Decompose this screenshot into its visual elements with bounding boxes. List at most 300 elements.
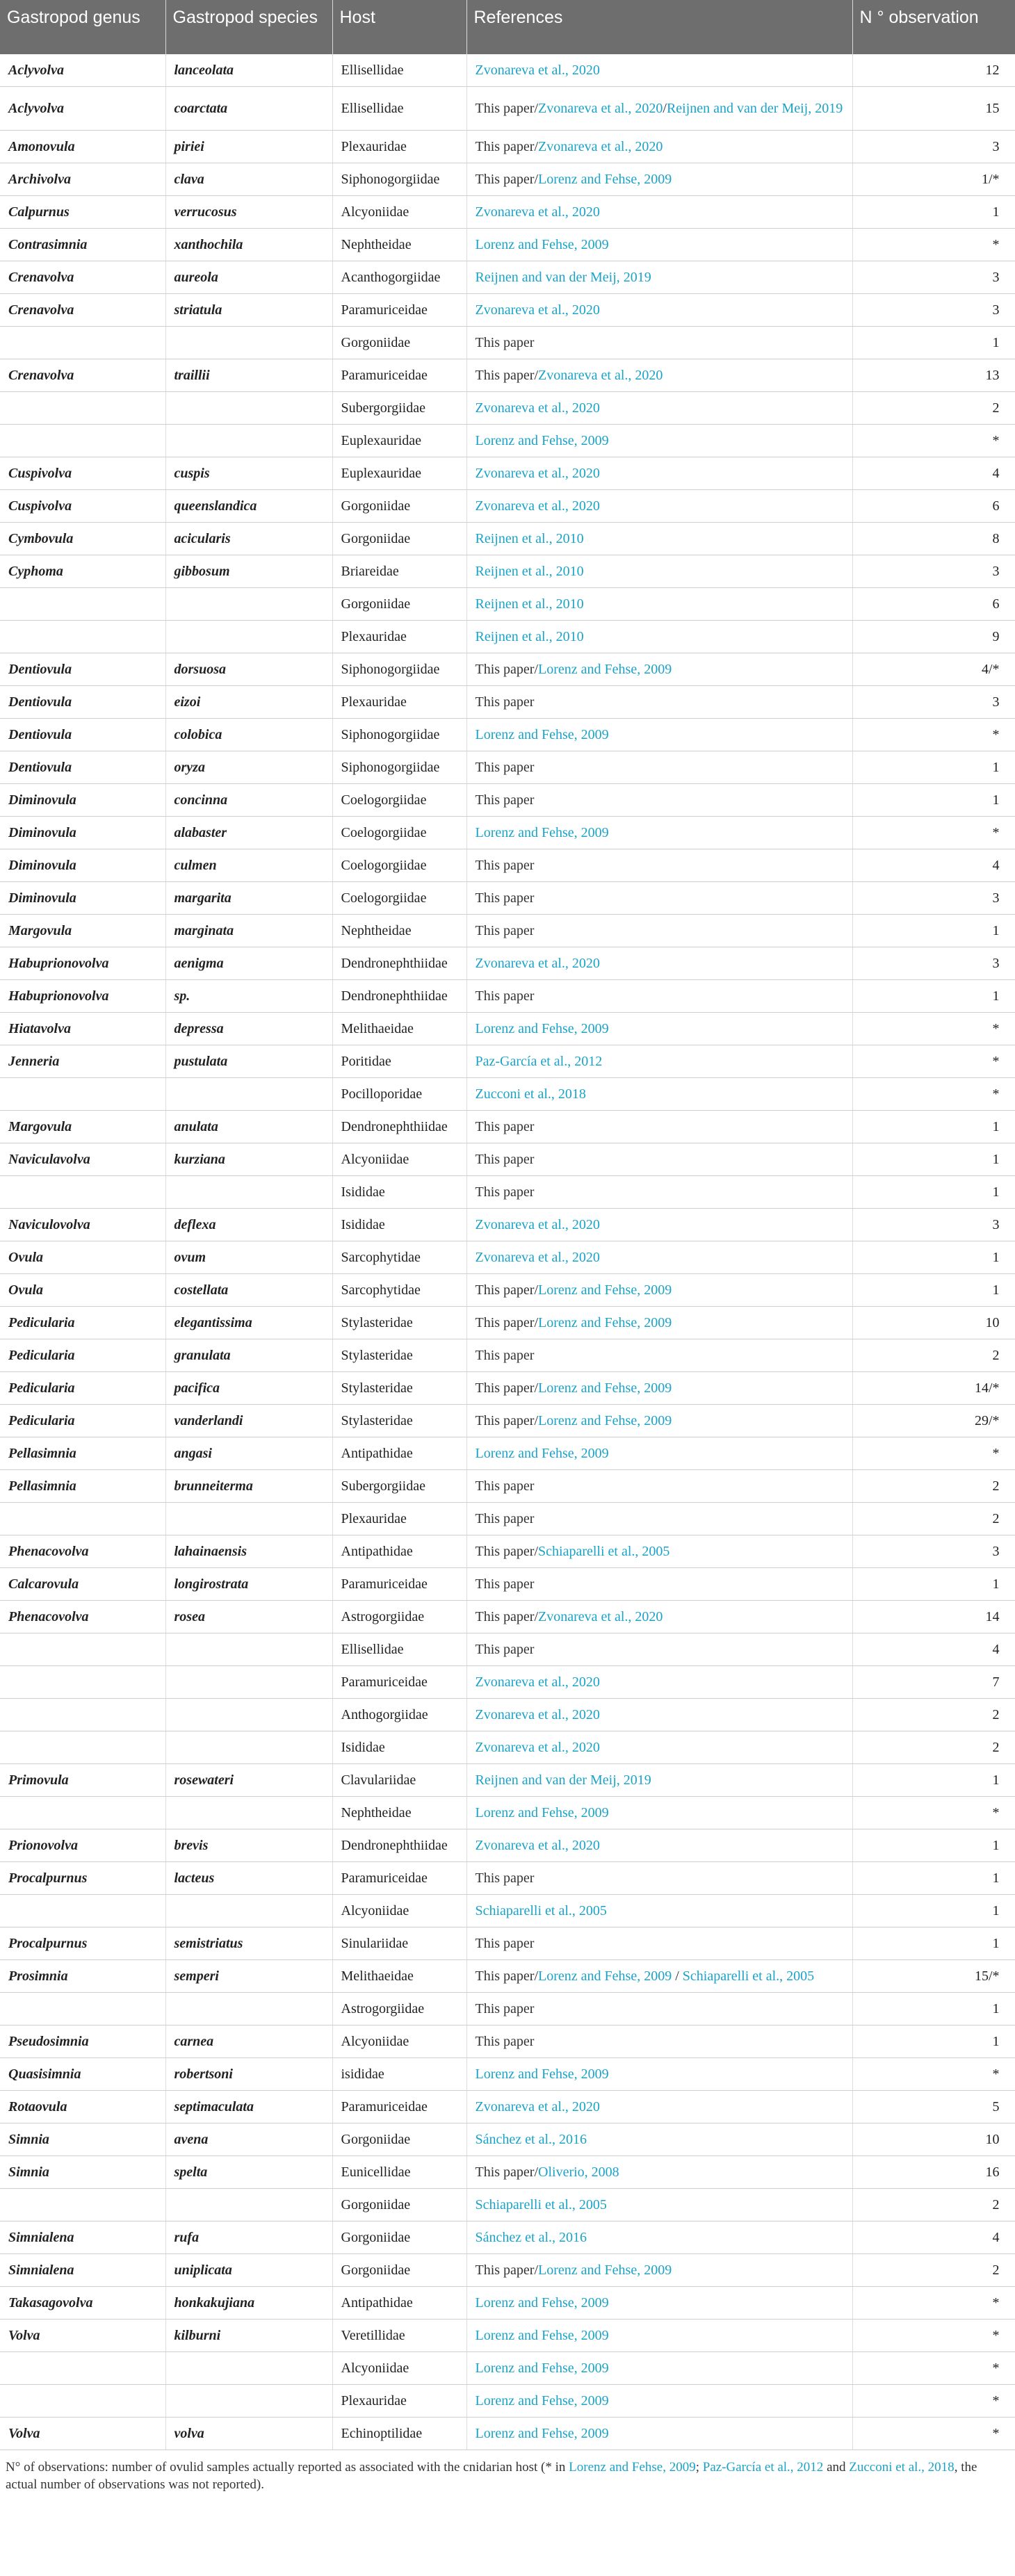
genus-cell xyxy=(0,621,165,653)
n-observation-cell: 15 xyxy=(852,87,1015,131)
species-cell xyxy=(165,1993,332,2025)
table-row xyxy=(0,2123,1015,2156)
species-cell xyxy=(165,588,332,621)
genus-cell: Volva xyxy=(0,2418,165,2450)
table-row xyxy=(0,1993,1015,2025)
n-observation-cell: * xyxy=(852,1078,1015,1111)
reference-link[interactable]: Lorenz and Fehse, 2009 xyxy=(538,1380,672,1396)
species-cell xyxy=(165,425,332,457)
species-cell: eizoi xyxy=(165,686,332,719)
references-cell xyxy=(466,2254,852,2287)
table-row xyxy=(0,1927,1015,1960)
host-cell: Dendronephthiidae xyxy=(332,1829,466,1862)
host-cell: Plexauridae xyxy=(332,1503,466,1535)
table-row xyxy=(0,751,1015,784)
n-observation-cell: * xyxy=(852,719,1015,751)
genus-cell: Cymbovula xyxy=(0,523,165,555)
reference-link[interactable]: Sánchez et al., 2016 xyxy=(475,2132,587,2147)
species-cell xyxy=(165,1731,332,1764)
species-cell: brevis xyxy=(165,1829,332,1862)
table-row xyxy=(0,2156,1015,2189)
reference-link[interactable]: Zvonareva et al., 2020 xyxy=(475,400,600,416)
references-cell xyxy=(466,425,852,457)
table-row xyxy=(0,1633,1015,1666)
references-cell xyxy=(466,882,852,915)
n-observation-cell: 2 xyxy=(852,1731,1015,1764)
species-cell: vanderlandi xyxy=(165,1405,332,1437)
table-row xyxy=(0,1797,1015,1829)
table-row xyxy=(0,915,1015,947)
host-cell: Alcyoniidae xyxy=(332,2352,466,2385)
references-cell xyxy=(466,392,852,425)
species-cell: concinna xyxy=(165,784,332,817)
host-cell: Nephtheidae xyxy=(332,1797,466,1829)
species-cell: granulata xyxy=(165,1339,332,1372)
reference-link[interactable]: Zvonareva et al., 2020 xyxy=(475,204,600,220)
table-row xyxy=(0,392,1015,425)
genus-cell: Aclyvolva xyxy=(0,54,165,87)
reference-link[interactable]: Zvonareva et al., 2020 xyxy=(475,1674,600,1690)
genus-cell: Calcarovula xyxy=(0,1568,165,1601)
host-cell: Eunicellidae xyxy=(332,2156,466,2189)
reference-link[interactable]: Zvonareva et al., 2020 xyxy=(538,368,663,383)
reference-link[interactable]: Lorenz and Fehse, 2009 xyxy=(475,2295,609,2310)
reference-link[interactable]: Zvonareva et al., 2020 xyxy=(475,302,600,318)
n-observation-cell: 2 xyxy=(852,2189,1015,2222)
table-row xyxy=(0,490,1015,523)
references-cell xyxy=(466,1013,852,1045)
reference-link[interactable]: Zvonareva et al., 2020 xyxy=(475,1707,600,1722)
genus-cell: Simnialena xyxy=(0,2254,165,2287)
reference-link[interactable]: Zvonareva et al., 2020 xyxy=(475,63,600,78)
species-cell: pacifica xyxy=(165,1372,332,1405)
footnote-reference-link[interactable]: Lorenz and Fehse, 2009 xyxy=(569,2460,696,2475)
species-cell: honkakujiana xyxy=(165,2287,332,2320)
references-cell xyxy=(466,1503,852,1535)
n-observation-cell: 2 xyxy=(852,1699,1015,1731)
reference-link[interactable]: Zvonareva et al., 2020 xyxy=(475,956,600,971)
references-cell xyxy=(466,588,852,621)
reference-link[interactable]: Zvonareva et al., 2020 xyxy=(475,1250,600,1265)
n-observation-cell: 1 xyxy=(852,1927,1015,1960)
genus-cell: Crenavolva xyxy=(0,294,165,327)
reference-link[interactable]: Lorenz and Fehse, 2009 xyxy=(538,1413,672,1428)
reference-link[interactable]: Lorenz and Fehse, 2009 xyxy=(475,1021,609,1036)
n-observation-cell: 5 xyxy=(852,2091,1015,2123)
reference-link[interactable]: Lorenz and Fehse, 2009 xyxy=(538,2263,672,2278)
references-cell xyxy=(466,1209,852,1241)
host-cell: Anthogorgiidae xyxy=(332,1699,466,1731)
species-cell: ovum xyxy=(165,1241,332,1274)
reference-link[interactable]: Lorenz and Fehse, 2009 xyxy=(538,662,672,677)
references-cell xyxy=(466,2352,852,2385)
reference-text: This paper/ xyxy=(475,1544,539,1559)
table-row xyxy=(0,54,1015,87)
references-cell xyxy=(466,359,852,392)
genus-cell xyxy=(0,1699,165,1731)
genus-cell: Takasagovolva xyxy=(0,2287,165,2320)
footnote-reference-link[interactable]: Zucconi et al., 2018 xyxy=(849,2460,955,2475)
reference-link[interactable]: Reijnen and van der Meij, 2019 xyxy=(666,101,843,116)
genus-cell: Pedicularia xyxy=(0,1405,165,1437)
species-cell: lanceolata xyxy=(165,54,332,87)
n-observation-cell: 1 xyxy=(852,196,1015,229)
reference-link[interactable]: Zvonareva et al., 2020 xyxy=(475,1740,600,1755)
reference-link[interactable]: Zvonareva et al., 2020 xyxy=(538,1609,663,1624)
host-cell: Euplexauridae xyxy=(332,457,466,490)
genus-cell xyxy=(0,1503,165,1535)
references-cell xyxy=(466,229,852,261)
references-cell xyxy=(466,555,852,588)
species-cell: semistriatus xyxy=(165,1927,332,1960)
references-cell xyxy=(466,817,852,849)
species-cell: angasi xyxy=(165,1437,332,1470)
species-cell xyxy=(165,1699,332,1731)
host-cell: Gorgoniidae xyxy=(332,2189,466,2222)
table-row xyxy=(0,1078,1015,1111)
genus-cell: Margovula xyxy=(0,915,165,947)
references-cell xyxy=(466,1895,852,1927)
reference-text: This paper xyxy=(475,2034,535,2049)
table-footnote xyxy=(0,2450,1015,2493)
species-cell: deflexa xyxy=(165,1209,332,1241)
references-cell xyxy=(466,1862,852,1895)
reference-link[interactable]: Lorenz and Fehse, 2009 xyxy=(538,1968,672,1984)
host-cell: Poritidae xyxy=(332,1045,466,1078)
reference-link[interactable]: Lorenz and Fehse, 2009 xyxy=(475,2426,609,2441)
species-cell: robertsoni xyxy=(165,2058,332,2091)
species-cell: alabaster xyxy=(165,817,332,849)
reference-link[interactable]: Lorenz and Fehse, 2009 xyxy=(475,2328,609,2343)
table-row xyxy=(0,588,1015,621)
reference-text: This paper/ xyxy=(475,139,539,154)
header-row xyxy=(0,0,1015,54)
references-cell xyxy=(466,1111,852,1143)
table-row xyxy=(0,1045,1015,1078)
n-observation-cell: 2 xyxy=(852,1470,1015,1503)
n-observation-cell: * xyxy=(852,817,1015,849)
species-cell: marginata xyxy=(165,915,332,947)
species-cell: rufa xyxy=(165,2222,332,2254)
references-cell xyxy=(466,1372,852,1405)
n-observation-cell: 1 xyxy=(852,751,1015,784)
reference-text: This paper/ xyxy=(475,1609,539,1624)
references-cell xyxy=(466,1405,852,1437)
reference-link[interactable]: Zvonareva et al., 2020 xyxy=(475,1838,600,1853)
reference-text: This paper xyxy=(475,1152,535,1167)
reference-text: This paper xyxy=(475,1184,535,1200)
reference-link[interactable]: Lorenz and Fehse, 2009 xyxy=(475,1805,609,1820)
genus-cell xyxy=(0,1993,165,2025)
references-cell xyxy=(466,2025,852,2058)
reference-text: This paper xyxy=(475,2001,535,2016)
reference-link[interactable]: Lorenz and Fehse, 2009 xyxy=(538,1282,672,1298)
references-cell xyxy=(466,849,852,882)
genus-cell: Naviculovolva xyxy=(0,1209,165,1241)
references-cell xyxy=(466,2287,852,2320)
genus-cell xyxy=(0,327,165,359)
table-row xyxy=(0,1960,1015,1993)
genus-cell xyxy=(0,425,165,457)
reference-link[interactable]: Zvonareva et al., 2020 xyxy=(475,466,600,481)
host-cell: Melithaeidae xyxy=(332,1960,466,1993)
reference-link[interactable]: Reijnen and van der Meij, 2019 xyxy=(475,1772,651,1788)
host-cell: Subergorgiidae xyxy=(332,1470,466,1503)
host-cell: Siphonogorgiidae xyxy=(332,751,466,784)
references-cell xyxy=(466,2385,852,2418)
table-row xyxy=(0,261,1015,294)
n-observation-cell: 1 xyxy=(852,1143,1015,1176)
n-observation-cell: 10 xyxy=(852,2123,1015,2156)
host-cell: Alcyoniidae xyxy=(332,1143,466,1176)
references-cell xyxy=(466,2156,852,2189)
reference-link[interactable]: Zvonareva et al., 2020 xyxy=(538,139,663,154)
reference-link[interactable]: Lorenz and Fehse, 2009 xyxy=(475,1446,609,1461)
references-cell xyxy=(466,784,852,817)
table-row xyxy=(0,1405,1015,1437)
reference-link[interactable]: Zvonareva et al., 2020 xyxy=(475,1217,600,1232)
table-row xyxy=(0,1699,1015,1731)
table-row xyxy=(0,87,1015,131)
references-cell xyxy=(466,1666,852,1699)
host-cell: Siphonogorgiidae xyxy=(332,163,466,196)
species-cell: kurziana xyxy=(165,1143,332,1176)
genus-cell: Cuspivolva xyxy=(0,457,165,490)
reference-link[interactable]: Schiaparelli et al., 2005 xyxy=(475,2197,607,2212)
genus-cell: Volva xyxy=(0,2320,165,2352)
species-cell: longirostrata xyxy=(165,1568,332,1601)
host-cell: Euplexauridae xyxy=(332,425,466,457)
footnote-text: N° of observations: number of ovulid samples actually reported as associated with the cnidarian host (* in xyxy=(6,2460,569,2475)
species-cell xyxy=(165,1503,332,1535)
species-cell: elegantissima xyxy=(165,1307,332,1339)
reference-link[interactable]: Lorenz and Fehse, 2009 xyxy=(475,237,609,252)
n-observation-cell: 7 xyxy=(852,1666,1015,1699)
references-cell xyxy=(466,719,852,751)
reference-link[interactable]: Sánchez et al., 2016 xyxy=(475,2230,587,2245)
genus-cell: Jenneria xyxy=(0,1045,165,1078)
table-row xyxy=(0,1895,1015,1927)
references-cell xyxy=(466,1143,852,1176)
references-cell xyxy=(466,1633,852,1666)
host-cell: Melithaeidae xyxy=(332,1013,466,1045)
species-cell: aenigma xyxy=(165,947,332,980)
genus-cell: Crenavolva xyxy=(0,261,165,294)
host-cell: Stylasteridae xyxy=(332,1405,466,1437)
genus-cell: Prosimnia xyxy=(0,1960,165,1993)
reference-link[interactable]: Zucconi et al., 2018 xyxy=(475,1086,586,1102)
host-cell: Echinoptilidae xyxy=(332,2418,466,2450)
references-cell xyxy=(466,327,852,359)
species-cell: colobica xyxy=(165,719,332,751)
reference-link[interactable]: Reijnen and van der Meij, 2019 xyxy=(475,270,651,285)
n-observation-cell: 2 xyxy=(852,1339,1015,1372)
reference-text: This paper/ xyxy=(475,1315,539,1330)
reference-link[interactable]: Zvonareva et al., 2020 xyxy=(475,2099,600,2114)
genus-cell: Procalpurnus xyxy=(0,1927,165,1960)
n-observation-cell: * xyxy=(852,2320,1015,2352)
host-cell: Antipathidae xyxy=(332,1535,466,1568)
reference-text: This paper xyxy=(475,760,535,775)
reference-text: This paper xyxy=(475,890,535,906)
reference-link[interactable]: Reijnen et al., 2010 xyxy=(475,629,584,644)
n-observation-cell: 1 xyxy=(852,1993,1015,2025)
references-cell xyxy=(466,54,852,87)
species-cell xyxy=(165,1666,332,1699)
footnote-reference-link[interactable]: Paz-García et al., 2012 xyxy=(702,2460,824,2475)
n-observation-cell: 3 xyxy=(852,261,1015,294)
reference-link[interactable]: Lorenz and Fehse, 2009 xyxy=(538,172,672,187)
references-cell xyxy=(466,1307,852,1339)
n-observation-cell: 1 xyxy=(852,1568,1015,1601)
species-cell: lahainaensis xyxy=(165,1535,332,1568)
host-cell: Sinulariidae xyxy=(332,1927,466,1960)
table-row xyxy=(0,229,1015,261)
reference-link[interactable]: Lorenz and Fehse, 2009 xyxy=(475,2393,609,2408)
genus-cell: Primovula xyxy=(0,1764,165,1797)
reference-link[interactable]: Reijnen et al., 2010 xyxy=(475,564,584,579)
host-cell: Coelogorgiidae xyxy=(332,849,466,882)
reference-link[interactable]: Schiaparelli et al., 2005 xyxy=(538,1544,670,1559)
genus-cell: Pseudosimnia xyxy=(0,2025,165,2058)
host-cell: Nephtheidae xyxy=(332,229,466,261)
n-observation-cell: * xyxy=(852,1045,1015,1078)
species-cell: clava xyxy=(165,163,332,196)
reference-link[interactable]: Schiaparelli et al., 2005 xyxy=(475,1903,607,1918)
table-row xyxy=(0,1339,1015,1372)
reference-text: This paper xyxy=(475,858,535,873)
species-cell: depressa xyxy=(165,1013,332,1045)
table-row xyxy=(0,1829,1015,1862)
genus-cell: Dentiovula xyxy=(0,686,165,719)
genus-cell: Margovula xyxy=(0,1111,165,1143)
genus-cell xyxy=(0,2385,165,2418)
genus-cell xyxy=(0,1797,165,1829)
species-cell: kilburni xyxy=(165,2320,332,2352)
host-cell: Isididae xyxy=(332,1176,466,1209)
reference-link[interactable]: Oliverio, 2008 xyxy=(538,2165,619,2180)
host-cell: Astrogorgiidae xyxy=(332,1601,466,1633)
reference-link[interactable]: Lorenz and Fehse, 2009 xyxy=(475,727,609,742)
species-cell: traillii xyxy=(165,359,332,392)
species-cell: gibbosum xyxy=(165,555,332,588)
species-cell: coarctata xyxy=(165,87,332,131)
references-cell xyxy=(466,947,852,980)
references-cell xyxy=(466,2091,852,2123)
n-observation-cell: 9 xyxy=(852,621,1015,653)
host-cell: Paramuriceidae xyxy=(332,359,466,392)
reference-link[interactable]: Zvonareva et al., 2020 xyxy=(538,101,663,116)
host-cell: Ellisellidae xyxy=(332,1633,466,1666)
n-observation-cell: * xyxy=(852,2352,1015,2385)
host-cell: Briareidae xyxy=(332,555,466,588)
species-cell xyxy=(165,1895,332,1927)
species-cell xyxy=(165,2352,332,2385)
host-cell: Plexauridae xyxy=(332,621,466,653)
genus-cell xyxy=(0,1176,165,1209)
host-cell: Ellisellidae xyxy=(332,54,466,87)
n-observation-cell: 1 xyxy=(852,1862,1015,1895)
reference-text: This paper xyxy=(475,335,535,350)
reference-text: This paper xyxy=(475,694,535,710)
n-observation-cell: 15/* xyxy=(852,1960,1015,1993)
genus-cell: Diminovula xyxy=(0,849,165,882)
reference-link[interactable]: Reijnen et al., 2010 xyxy=(475,531,584,546)
species-cell xyxy=(165,1797,332,1829)
reference-link[interactable]: Lorenz and Fehse, 2009 xyxy=(475,2361,609,2376)
n-observation-cell: 3 xyxy=(852,294,1015,327)
references-cell xyxy=(466,261,852,294)
species-cell: costellata xyxy=(165,1274,332,1307)
references-cell xyxy=(466,1927,852,1960)
table-row xyxy=(0,686,1015,719)
reference-text: This paper xyxy=(475,1642,535,1657)
species-cell xyxy=(165,2385,332,2418)
table-row xyxy=(0,523,1015,555)
genus-cell xyxy=(0,1895,165,1927)
host-cell: Plexauridae xyxy=(332,131,466,163)
host-cell: Gorgoniidae xyxy=(332,2222,466,2254)
references-cell xyxy=(466,1274,852,1307)
n-observation-cell: 1 xyxy=(852,2025,1015,2058)
n-observation-cell: 1 xyxy=(852,980,1015,1013)
n-observation-cell: * xyxy=(852,2287,1015,2320)
references-cell xyxy=(466,1829,852,1862)
reference-link[interactable]: Lorenz and Fehse, 2009 xyxy=(475,433,609,448)
host-cell: Plexauridae xyxy=(332,2385,466,2418)
n-observation-cell: * xyxy=(852,2418,1015,2450)
table-row xyxy=(0,1470,1015,1503)
n-observation-cell: 2 xyxy=(852,392,1015,425)
genus-cell xyxy=(0,392,165,425)
references-cell xyxy=(466,686,852,719)
reference-link[interactable]: Lorenz and Fehse, 2009 xyxy=(475,825,609,840)
table-row xyxy=(0,327,1015,359)
table-row xyxy=(0,555,1015,588)
host-cell: Plexauridae xyxy=(332,686,466,719)
species-cell: rosea xyxy=(165,1601,332,1633)
references-cell xyxy=(466,163,852,196)
n-observation-cell: 12 xyxy=(852,54,1015,87)
reference-link[interactable]: Schiaparelli et al., 2005 xyxy=(682,1968,815,1984)
n-observation-cell: 3 xyxy=(852,131,1015,163)
genus-cell: Simnia xyxy=(0,2123,165,2156)
host-cell: Nephtheidae xyxy=(332,915,466,947)
table-row xyxy=(0,1176,1015,1209)
references-cell xyxy=(466,87,852,131)
reference-link[interactable]: Paz-García et al., 2012 xyxy=(475,1054,603,1069)
n-observation-cell: 1 xyxy=(852,784,1015,817)
species-cell: lacteus xyxy=(165,1862,332,1895)
host-cell: Coelogorgiidae xyxy=(332,784,466,817)
species-cell: margarita xyxy=(165,882,332,915)
host-cell: Clavulariidae xyxy=(332,1764,466,1797)
species-cell: volva xyxy=(165,2418,332,2450)
genus-cell xyxy=(0,1633,165,1666)
table-row xyxy=(0,947,1015,980)
reference-link[interactable]: Lorenz and Fehse, 2009 xyxy=(538,1315,672,1330)
reference-link[interactable]: Lorenz and Fehse, 2009 xyxy=(475,2066,609,2082)
references-cell xyxy=(466,1339,852,1372)
species-cell: verrucosus xyxy=(165,196,332,229)
reference-link[interactable]: Reijnen et al., 2010 xyxy=(475,596,584,612)
table-row xyxy=(0,1666,1015,1699)
species-cell xyxy=(165,327,332,359)
reference-link[interactable]: Zvonareva et al., 2020 xyxy=(475,498,600,514)
table-row xyxy=(0,131,1015,163)
genus-cell xyxy=(0,1731,165,1764)
n-observation-cell: * xyxy=(852,1437,1015,1470)
